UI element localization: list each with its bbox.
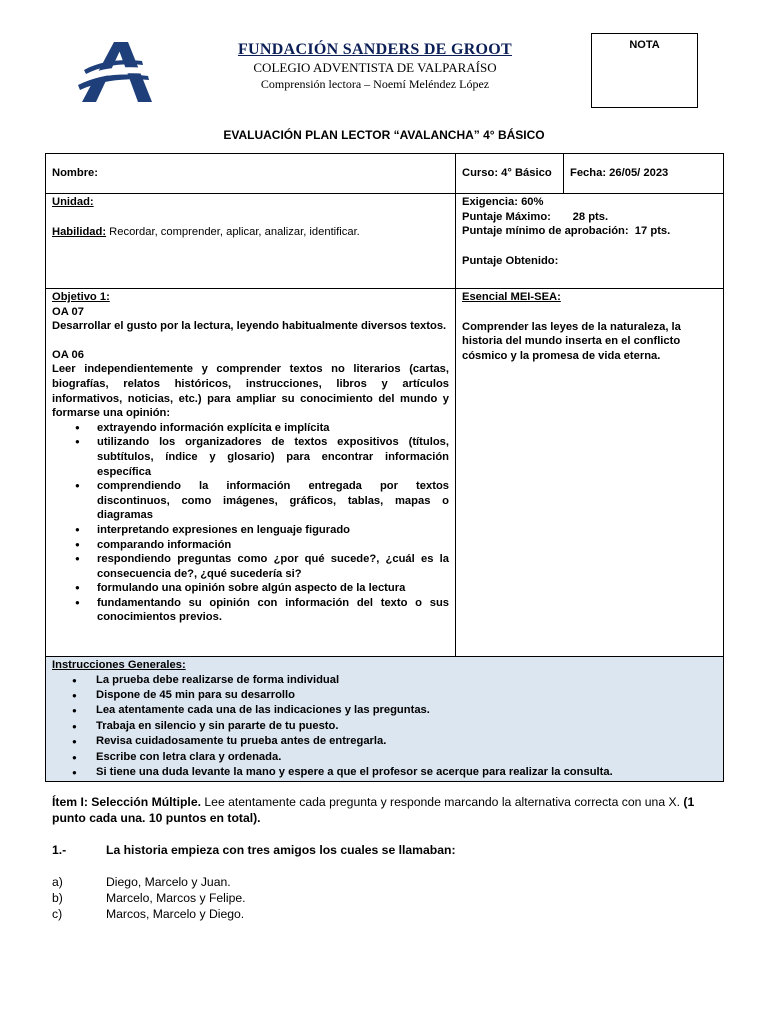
question-1-options — [52, 874, 246, 922]
school-logo-icon — [78, 42, 154, 102]
oa07-label: OA 07 — [52, 305, 84, 318]
exigencia: Exigencia: 60% — [462, 196, 544, 208]
objetivos-cell — [46, 289, 456, 657]
list-item: ● respondiendo preguntas como ¿por qué sucede?, ¿cuál es la consecuencia de?, ¿qué sucedería si? — [97, 552, 449, 581]
nota-box — [591, 33, 698, 108]
curso-cell — [456, 154, 564, 194]
list-item: ● Lea atentamente cada una de las indicaciones y las preguntas. — [96, 703, 717, 718]
option-letter: c) — [52, 907, 63, 921]
foundation-name: FUNDACIÓN SANDERS DE GROOT — [237, 41, 513, 58]
list-item: ● Escribe con letra clara y ordenada. — [96, 750, 717, 765]
instrucciones-cell — [46, 657, 724, 782]
list-item: ● La prueba debe realizarse de forma individual — [96, 673, 717, 688]
question-number: 1.- — [52, 843, 67, 857]
objetivo-label: Objetivo 1: — [52, 291, 110, 303]
esencial-label: Esencial MEI-SEA: — [462, 291, 561, 303]
habilidad-label: Habilidad: — [52, 225, 107, 238]
option-text: Diego, Marcelo y Juan. — [106, 875, 231, 889]
esencial-cell — [456, 289, 724, 657]
habilidad-text: Recordar, comprender, aplicar, analizar, identificar. — [106, 225, 360, 238]
list-item: ● Revisa cuidadosamente tu prueba antes de entregarla. — [96, 734, 717, 749]
option-text: Marcelo, Marcos y Felipe. — [106, 891, 246, 905]
question-text: La historia empieza con tres amigos los cuales se llamaban: — [106, 843, 456, 857]
nota-label: NOTA — [629, 39, 660, 51]
school-header — [190, 40, 560, 92]
puntaje-minimo: Puntaje mínimo de aprobación: 17 pts. — [462, 225, 671, 238]
list-item: ● Si tiene una duda levante la mano y espere a que el profesor se acerque para realizar la consulta. — [96, 765, 717, 780]
puntaje-cell — [456, 194, 724, 289]
oa07-text: Desarrollar el gusto por la lectura, leyendo habitualmente diversos textos. — [52, 320, 447, 333]
habilidad-line — [52, 225, 449, 240]
list-item: ● comprendiendo la información entregada por textos discontinuos, como imágenes, gráficos, tablas, mapas o diagramas — [97, 479, 449, 523]
page-title: EVALUACIÓN PLAN LECTOR “AVALANCHA” 4° BÁSICO — [223, 128, 545, 142]
item1-instructions — [52, 794, 722, 826]
item1-text: Lee atentamente cada pregunta y responde marcando la alternativa correcta con una X. — [201, 795, 684, 809]
option-letter: a) — [52, 875, 63, 889]
instrucciones-list — [52, 673, 717, 781]
nombre-cell[interactable] — [46, 154, 456, 194]
option-c[interactable] — [52, 906, 246, 922]
list-item: ● comparando información — [97, 538, 449, 553]
puntaje-maximo: Puntaje Máximo: 28 pts. — [462, 210, 609, 223]
question-1 — [52, 843, 456, 857]
option-a[interactable] — [52, 874, 246, 890]
evaluation-info-table — [45, 153, 724, 782]
oa06-text: Leer independientemente y comprender textos no literarios (cartas, biografías, relatos históricos, instrucciones, libros y artículos informativos, noticias, etc.) para ampliar su conocimiento del mundo y formarse una opinión: — [52, 363, 449, 420]
option-text: Marcos, Marcelo y Diego. — [106, 907, 245, 921]
list-item: ● utilizando los organizadores de textos expositivos (títulos, subtítulos, índice y glosario) para encontrar información específica — [97, 435, 449, 479]
oa06-bullet-list — [52, 421, 449, 625]
unidad-cell — [46, 194, 456, 289]
list-item: ● Dispone de 45 min para su desarrollo — [96, 688, 717, 703]
item1-points: (1 punto cada una. 10 puntos en total) — [52, 795, 695, 825]
list-item: ● fundamentando su opinión con información del texto o sus conocimientos previos. — [97, 596, 449, 625]
nombre-label: Nombre: — [52, 167, 98, 180]
unidad-label: Unidad: — [52, 196, 94, 208]
item1-label: Ítem I: Selección Múltiple. — [52, 795, 201, 809]
option-letter: b) — [52, 891, 63, 905]
puntaje-obtenido: Puntaje Obtenido: — [462, 254, 559, 267]
list-item: ● extrayendo información explícita e implícita — [97, 421, 449, 436]
school-name: COLEGIO ADVENTISTA DE VALPARAÍSO — [253, 60, 497, 75]
esencial-text: Comprender las leyes de la naturaleza, la historia del mundo inserta en el conflicto cósmico y la promesa de vida eterna. — [462, 320, 681, 362]
oa06-label: OA 06 — [52, 348, 84, 361]
subject-line: Comprensión lectora – Noemí Meléndez López — [260, 77, 490, 91]
fecha-cell — [564, 154, 724, 194]
list-item: ● interpretando expresiones en lenguaje figurado — [97, 523, 449, 538]
curso-value: Curso: 4° Básico — [462, 167, 552, 180]
list-item: ● formulando una opinión sobre algún aspecto de la lectura — [97, 581, 449, 596]
instrucciones-label: Instrucciones Generales: — [52, 659, 186, 671]
option-b[interactable] — [52, 890, 246, 906]
fecha-value: Fecha: 26/05/ 2023 — [570, 167, 669, 180]
list-item: ● Trabaja en silencio y sin pararte de tu puesto. — [96, 719, 717, 734]
item1-end: . — [257, 811, 261, 825]
